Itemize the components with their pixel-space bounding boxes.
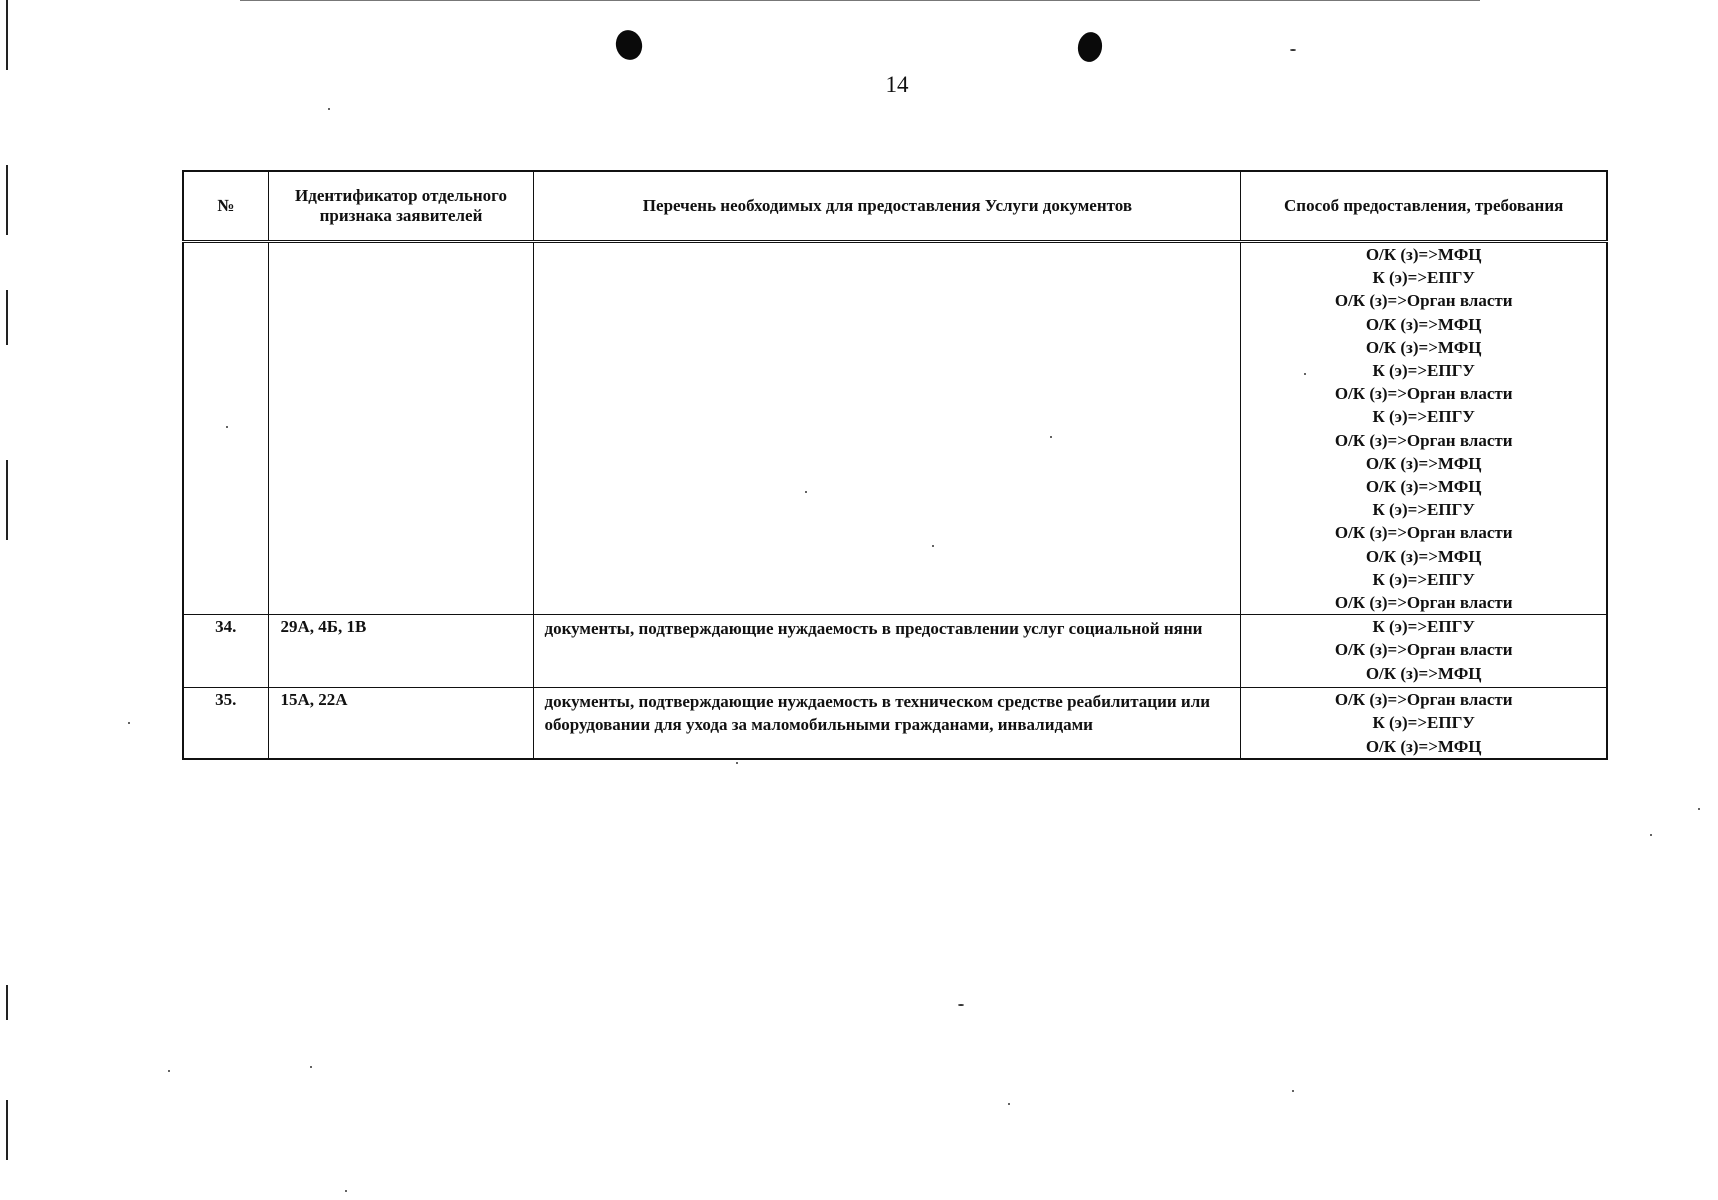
method-item: К (э)=>ЕПГУ (1372, 617, 1475, 637)
row-identifier (268, 242, 534, 615)
scan-speck (328, 108, 330, 110)
top-scan-rule (240, 0, 1480, 1)
table-row (183, 615, 1607, 688)
row-documents (534, 242, 1241, 615)
row-methods (1241, 688, 1607, 760)
method-item: О/К (з)=>МФЦ (1365, 663, 1482, 683)
punch-hole-right (1076, 30, 1105, 64)
scan-edge-mark (6, 290, 8, 345)
scan-speck (310, 1066, 312, 1068)
scan-edge-mark (6, 165, 8, 235)
row-number (183, 242, 268, 615)
method-item: О/К (з)=>МФЦ (1365, 736, 1482, 756)
row-identifier: 29А, 4Б, 1В (268, 615, 534, 688)
punch-hole-left (613, 27, 646, 63)
scan-edge-mark (6, 460, 8, 540)
method-item: К (э)=>ЕПГУ (1372, 268, 1475, 288)
row-methods (1241, 615, 1607, 688)
header-method: Способ предоставления, требования (1241, 171, 1607, 242)
scan-edge-mark (6, 1100, 8, 1160)
row-identifier: 15А, 22А (268, 688, 534, 760)
method-item: К (э)=>ЕПГУ (1372, 361, 1475, 381)
page-number: 14 (885, 72, 909, 97)
row-documents: документы, подтверждающие нуждаемость в предоставлении услуг социальной няни (534, 615, 1241, 688)
scan-speck (1290, 49, 1296, 51)
method-item: О/К (з)=>Орган власти (1334, 690, 1513, 710)
header-number: № (183, 171, 268, 242)
row-methods (1241, 242, 1607, 615)
method-item: О/К (з)=>Орган власти (1334, 430, 1513, 450)
documents-table (182, 170, 1608, 760)
scan-speck (1650, 834, 1652, 836)
table-row (183, 242, 1607, 615)
method-item: О/К (з)=>МФЦ (1365, 477, 1482, 497)
table-header-row (183, 171, 1607, 242)
table-row (183, 688, 1607, 760)
method-item: О/К (з)=>Орган власти (1334, 593, 1513, 613)
scan-edge-mark (6, 985, 8, 1020)
header-documents: Перечень необходимых для предоставления Услуги документов (534, 171, 1241, 242)
scan-speck (736, 762, 738, 764)
scan-speck (958, 1004, 964, 1006)
method-item: О/К (з)=>Орган власти (1334, 291, 1513, 311)
method-item: К (э)=>ЕПГУ (1372, 713, 1475, 733)
row-number: 35. (183, 688, 268, 760)
scan-speck (1008, 1103, 1010, 1105)
method-item: О/К (з)=>МФЦ (1365, 337, 1482, 357)
method-item: К (э)=>ЕПГУ (1372, 569, 1475, 589)
scan-speck (345, 1190, 347, 1192)
scan-speck (1698, 808, 1700, 810)
scan-speck (168, 1070, 170, 1072)
row-documents: документы, подтверждающие нуждаемость в техническом средстве реабилитации или оборудовании для ухода за маломобильными гражданами, инвалидами (534, 688, 1241, 760)
scan-speck (128, 722, 130, 724)
method-item: О/К (з)=>МФЦ (1365, 453, 1482, 473)
scan-speck (1292, 1090, 1294, 1092)
method-item: К (э)=>ЕПГУ (1372, 500, 1475, 520)
header-identifier: Идентификатор отдельного признака заявителей (268, 171, 534, 242)
method-item: К (э)=>ЕПГУ (1372, 407, 1475, 427)
method-item: О/К (з)=>Орган власти (1334, 640, 1513, 660)
method-item: О/К (з)=>Орган власти (1334, 523, 1513, 543)
method-item: О/К (з)=>МФЦ (1365, 245, 1482, 264)
method-item: О/К (з)=>МФЦ (1365, 546, 1482, 566)
scan-edge-mark (6, 0, 8, 70)
method-item: О/К (з)=>Орган власти (1334, 384, 1513, 404)
method-item: О/К (з)=>МФЦ (1365, 314, 1482, 334)
row-number: 34. (183, 615, 268, 688)
